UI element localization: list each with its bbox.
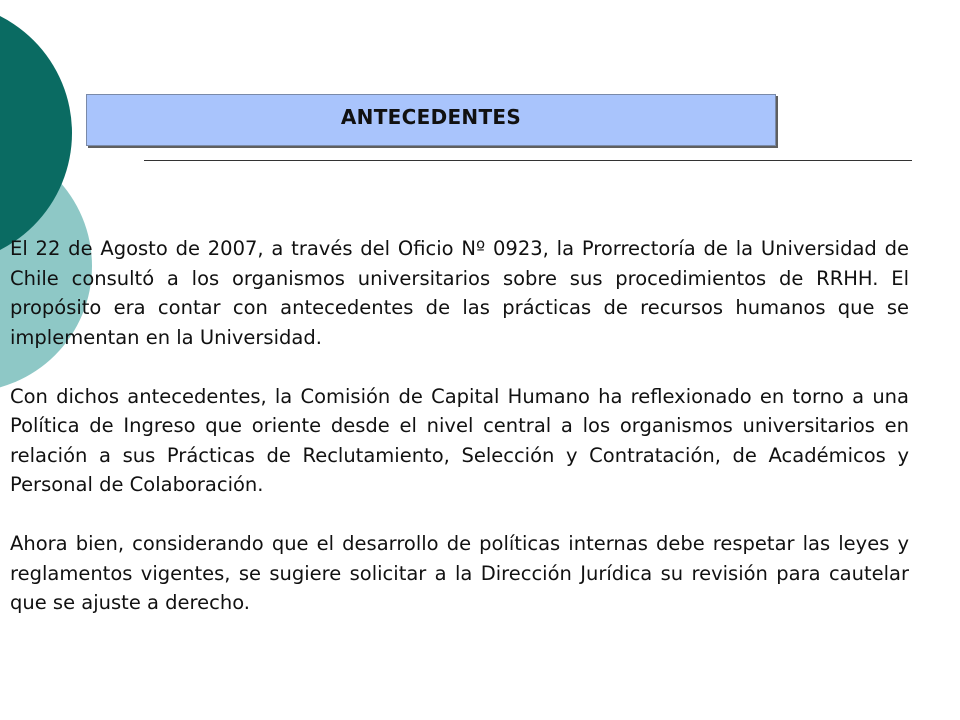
paragraph-2: Con dichos antecedentes, la Comisión de Capital Humano ha reflexionado en torno a una Política de Ingreso que oriente desde el nivel central a los organismos universitarios en relación a sus Prácticas de Reclutamiento, Selección y Contratación, de Académicos y Personal de Colaboración. xyxy=(10,384,909,496)
slide-title: ANTECEDENTES xyxy=(340,105,522,129)
body-text xyxy=(10,234,909,647)
paragraph-1: El 22 de Agosto de 2007, a través del Oficio Nº 0923, la Prorrectoría de la Universidad de Chile consultó a los organismos universitarios sobre sus procedimientos de RRHH. El propósito era contar con antecedentes de las prácticas de recursos humanos que se implementan en la Universidad. xyxy=(10,237,909,349)
paragraph-3: Ahora bien, considerando que el desarrollo de políticas internas debe respetar las leyes y reglamentos vigentes, se sugiere solicitar a la Dirección Jurídica su revisión para cautelar que se ajuste a derecho. xyxy=(10,532,909,614)
title-box xyxy=(86,94,776,146)
title-divider-line xyxy=(144,160,912,161)
